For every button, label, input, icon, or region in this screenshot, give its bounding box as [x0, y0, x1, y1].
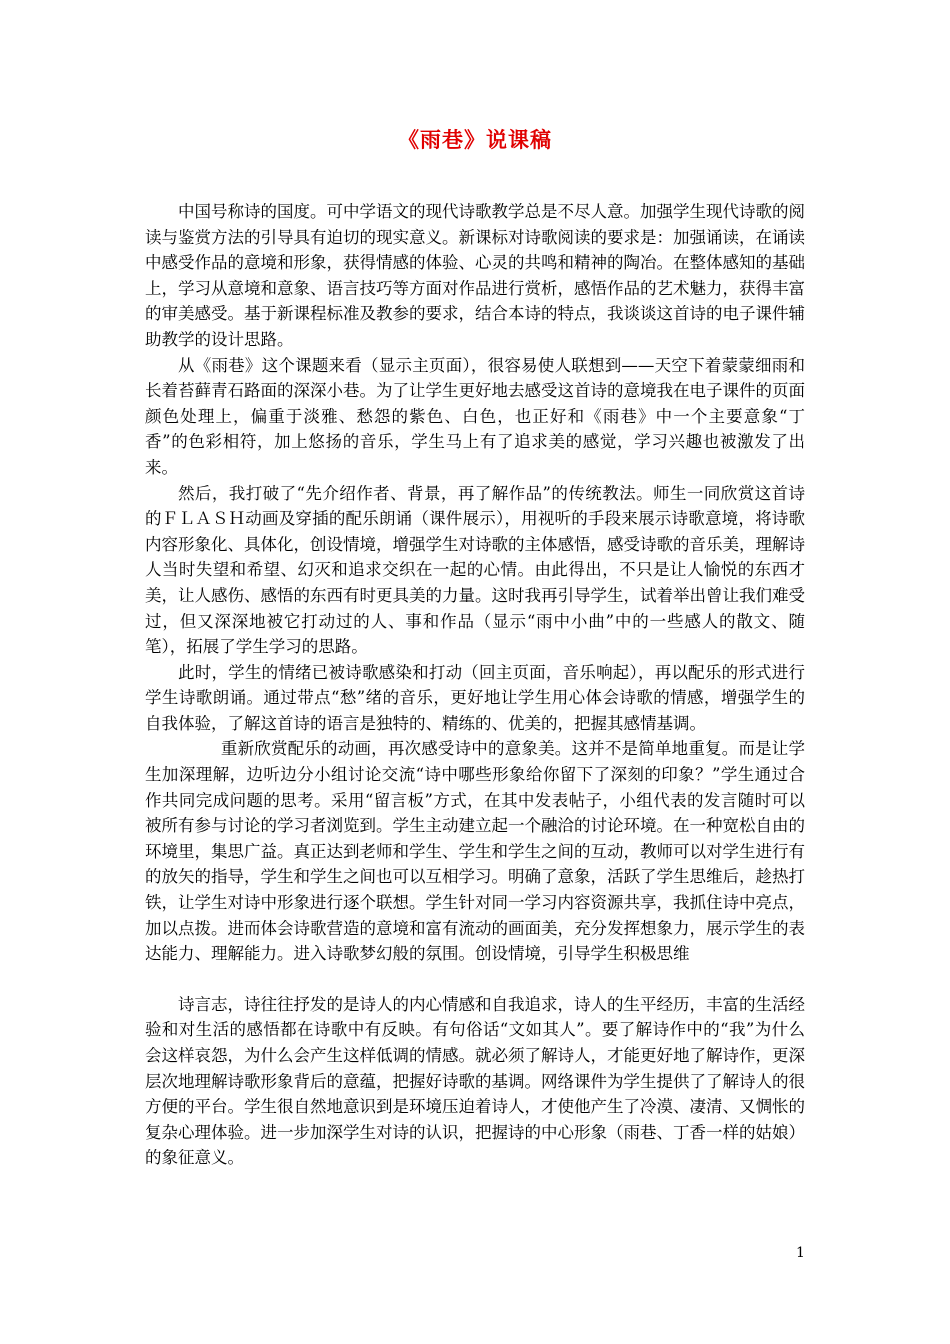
page-number: 1 [796, 1245, 805, 1261]
paragraph-title-analysis: 从《雨巷》这个课题来看（显示主页面），很容易使人联想到——天空下着蒙蒙细雨和长着苔藓青石路面的深深小巷。为了让学生更好地去感受这首诗的意境我在电子课件的页面颜色处理上，偏重于淡雅、愁怨的紫色、白色，也正好和《雨巷》中一个主要意象“丁香”的色彩相符，加上悠扬的音乐，学生马上有了追求美的感觉，学习兴趣也被激发了出来。 [145, 355, 805, 477]
paragraph-recitation: 此时，学生的情绪已被诗歌感染和打动（回主页面，音乐响起），再以配乐的形式进行学生诗歌朗诵。通过带点“愁”绪的音乐，更好地让学生用心体会诗歌的情感，增强学生的自我体验，了解这首诗的语言是独特的、精练的、优美的，把握其感情基调。 [145, 662, 805, 733]
paragraph-teaching-method: 然后，我打破了“先介绍作者、背景，再了解作品”的传统教法。师生一同欣赏这首诗的ＦＬＡＳＨ动画及穿插的配乐朗诵（课件展示），用视听的手段来展示诗歌意境，将诗歌内容形象化、具体化，创设情境，增强学生对诗歌的主体感悟，感受诗歌的音乐美，理解诗人当时失望和希望、幻灭和追求交织在一起的心情。由此得出，不只是让人愉悦的东西才美，让人感伤、感悟的东西有时更具美的力量。这时我再引导学生，试着举出曾让我们难受过，但又深深地被它打动过的人、事和作品（显示“雨中小曲”中的一些感人的散文、随笔），拓展了学生学习的思路。 [145, 483, 805, 657]
paragraph-poet-background: 诗言志，诗往往抒发的是诗人的内心情感和自我追求，诗人的生平经历，丰富的生活经验和对生活的感悟都在诗歌中有反映。有句俗话“文如其人”。要了解诗作中的“我”为什么会这样哀怨，为什么会产生这样低调的情感。就必须了解诗人，才能更好地了解诗作，更深层次地理解诗歌形象背后的意蕴，把握好诗歌的基调。网络课件为学生提供了了解诗人的很方便的平台。学生很自然地意识到是环境压迫着诗人，才使他产生了冷漠、凄清、又惆怅的复杂心理体验。进一步加深学生对诗的认识，把握诗的中心形象（雨巷、丁香一样的姑娘）的象征意义。 [145, 994, 805, 1168]
document-title: 《雨巷》说课稿 [398, 128, 552, 152]
document-body [145, 199, 805, 1171]
paragraph-intro: 中国号称诗的国度。可中学语文的现代诗歌教学总是不尽人意。加强学生现代诗歌的阅读与鉴赏方法的引导具有迫切的现实意义。新课标对诗歌阅读的要求是：加强诵读，在诵读中感受作品的意境和形象，获得情感的体验、心灵的共鸣和精神的陶冶。在整体感知的基础上，学习从意境和意象、语言技巧等方面对作品进行赏析，感悟作品的艺术魅力，获得丰富的审美感受。基于新课程标准及教参的要求，结合本诗的特点，我谈谈这首诗的电子课件辅助教学的设计思路。 [145, 202, 805, 349]
paragraph-imagery: 重新欣赏配乐的动画，再次感受诗中的意象美。这并不是简单地重复。而是让学生加深理解，边听边分小组讨论交流“诗中哪些形象给你留下了深刻的印象？”学生通过合作共同完成问题的思考。采用“留言板”方式，在其中发表帖子，小组代表的发言随时可以被所有参与讨论的学习者浏览到。学生主动建立起一个融洽的讨论环境。在一种宽松自由的环境里，集思广益。真正达到老师和学生、学生和学生之间的互动，教师可以对学生进行有的放矢的指导，学生和学生之间也可以互相学习。明确了意象，活跃了学生思维后，趁热打铁，让学生对诗中形象进行逐个联想。学生针对同一学习内容资源共享，我抓住诗中亮点，加以点拨。进而体会诗歌营造的意境和富有流动的画面美，充分发挥想象力，展示学生的表达能力、理解能力。进入诗歌梦幻般的氛围。创设情境，引导学生积极思维 [145, 739, 805, 964]
